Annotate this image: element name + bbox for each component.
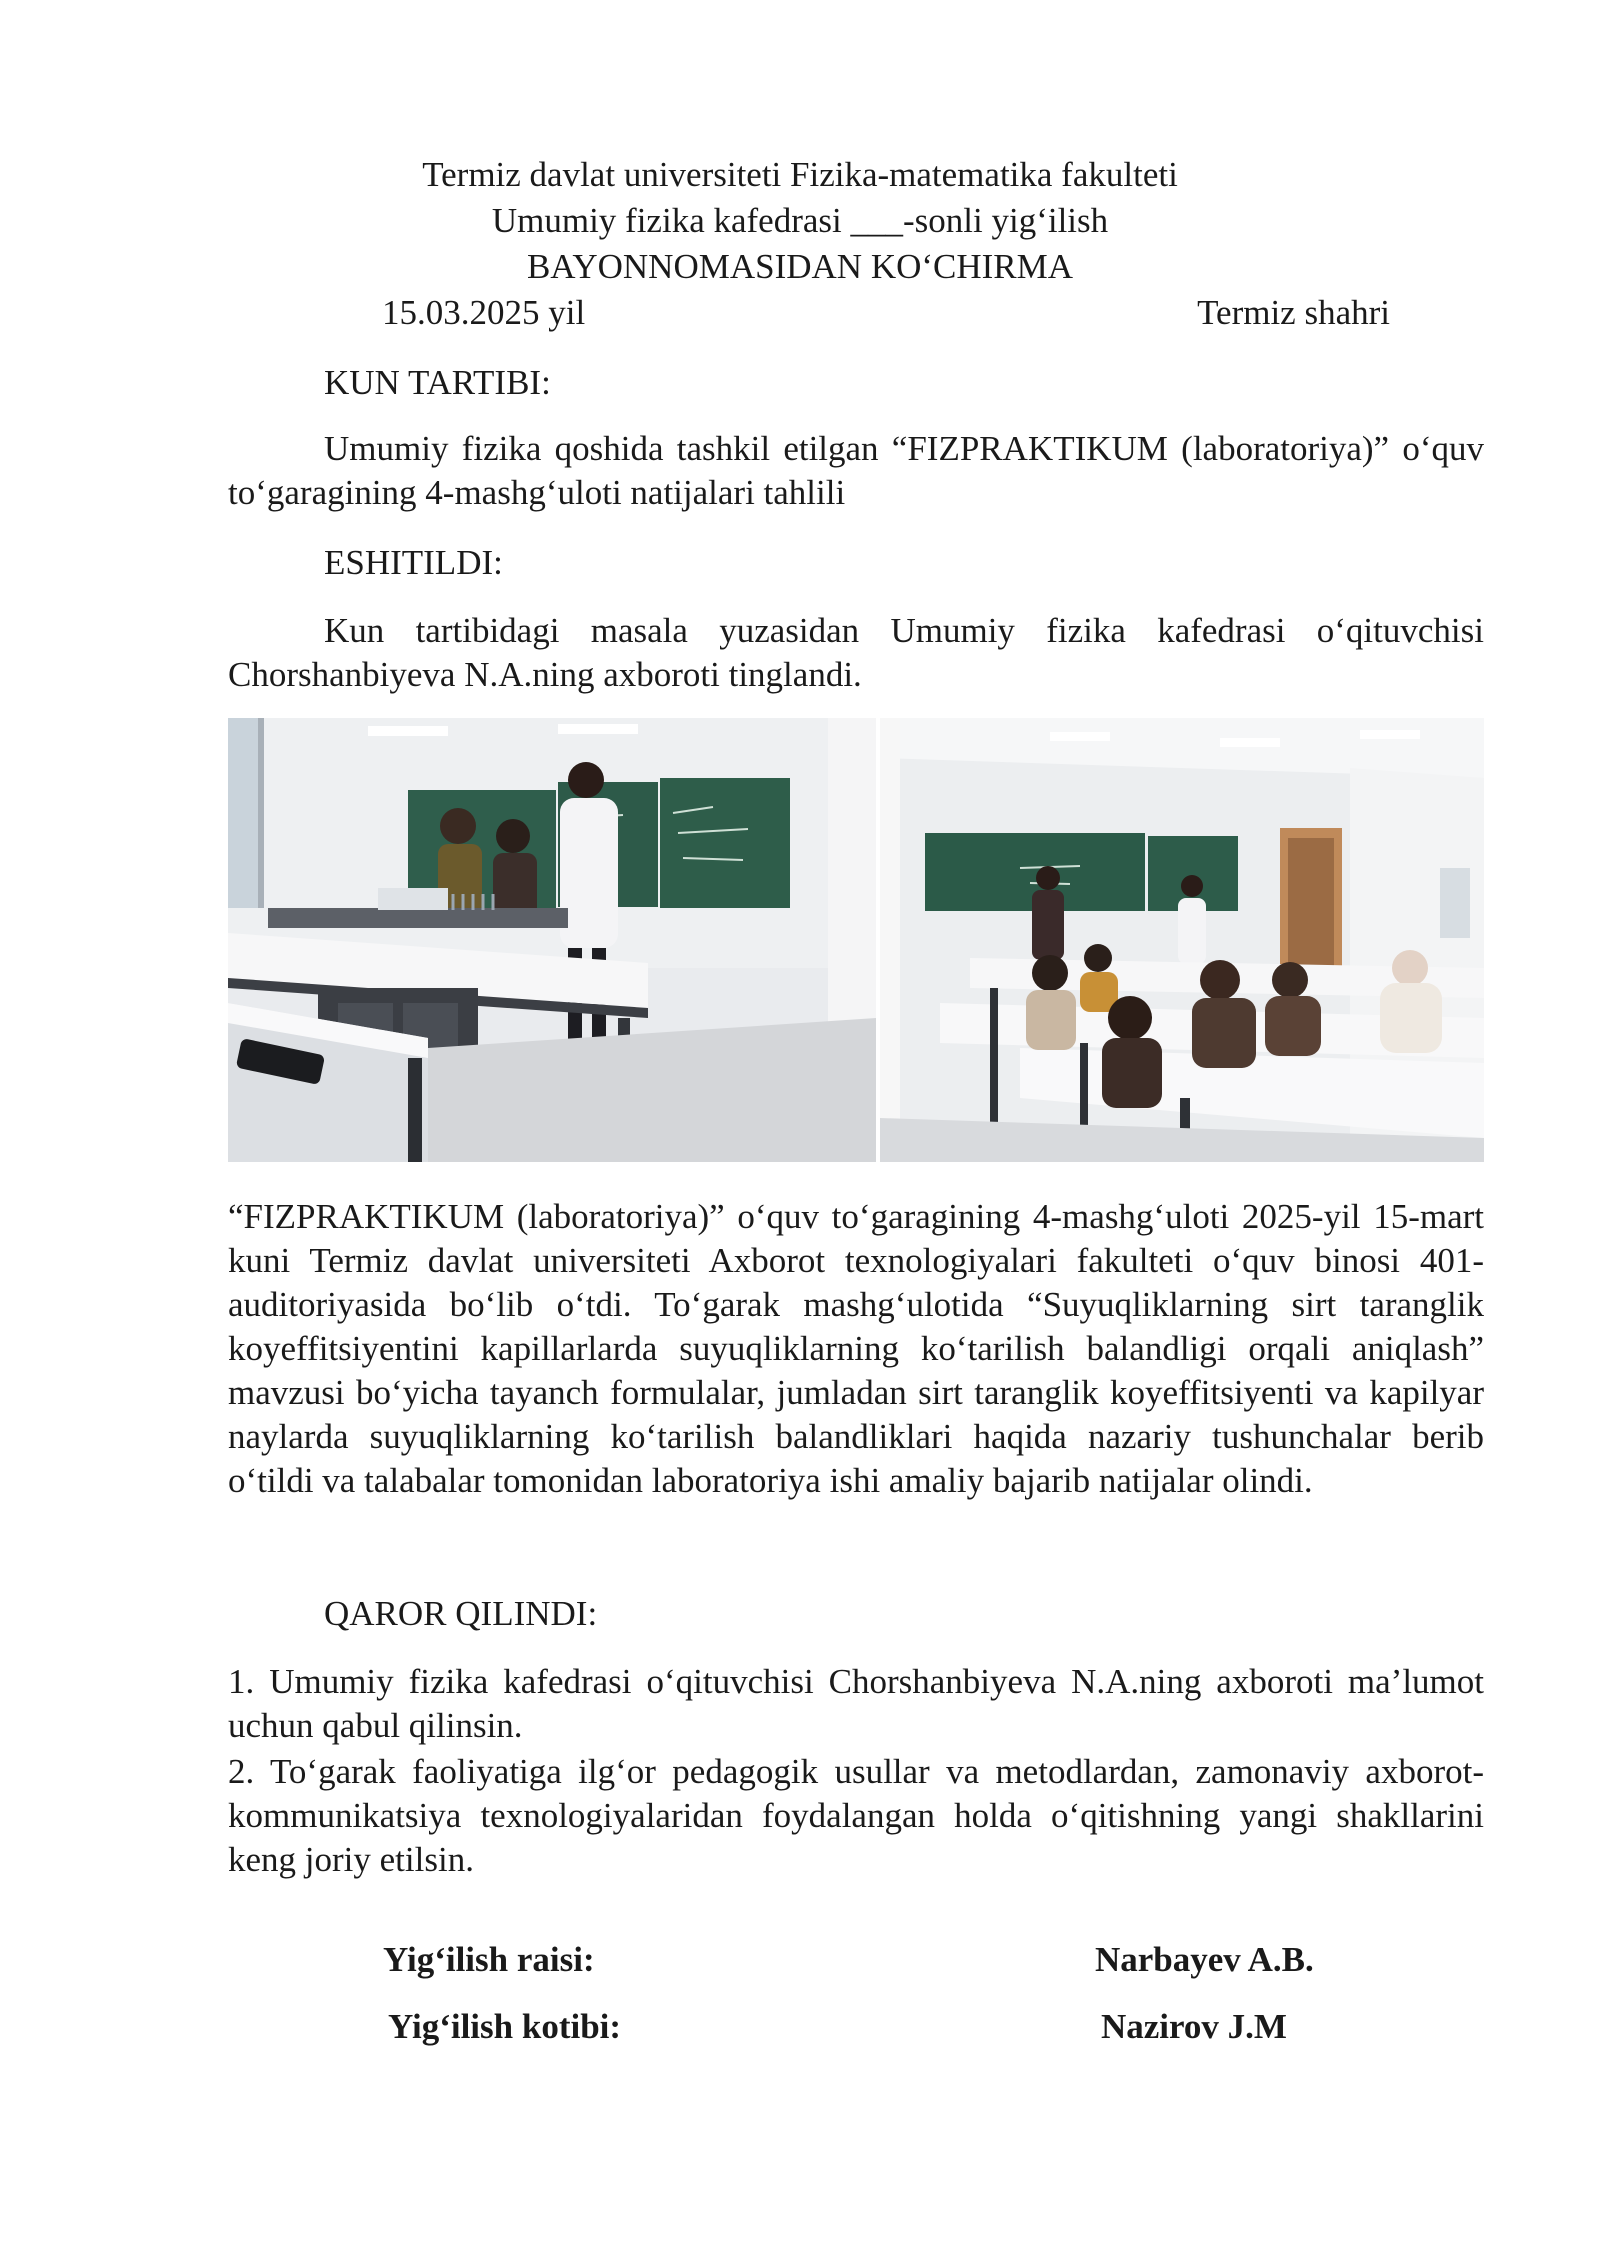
header-place: Termiz shahri (1197, 293, 1390, 332)
decision-item-2: 2. To‘garak faoliyatiga ilg‘or pedagogik usullar va metodlardan, zamonaviy axborot-kommunikatsiya texnologiyalaridan foydalangan holda o‘qitishning yangi shakllarini keng joriy etilsin. (228, 1752, 1484, 1879)
header-department: Umumiy fizika kafedrasi ___-sonli yig‘ilish (491, 201, 1109, 240)
decision-item-1: 1. Umumiy fizika kafedrasi o‘qituvchisi Chorshanbiyeva N.A.ning axboroti ma’lumot uchun qabul qilinsin. (228, 1662, 1484, 1745)
header-university: Termiz davlat universiteti Fizika-matematika fakulteti (422, 155, 1178, 194)
heard-heading: ESHITILDI: (324, 543, 503, 582)
secretary-name: Nazirov J.M (1101, 2007, 1287, 2046)
chair-name: Narbayev A.B. (1095, 1940, 1314, 1979)
heard-text: Kun tartibidagi masala yuzasidan Umumiy fizika kafedrasi o‘qituvchisi Chorshanbiyeva N.A.ning axboroti tinglandi. (228, 611, 1484, 694)
chair-label: Yig‘ilish raisi: (383, 1940, 595, 1979)
agenda-text: Umumiy fizika qoshida tashkil etilgan “FIZPRAKTIKUM (laboratoriya)” o‘quv to‘garagining 4-mashg‘uloti natijalari tahlili (228, 429, 1484, 512)
decision-heading: QAROR QILINDI: (324, 1594, 598, 1633)
secretary-label: Yig‘ilish kotibi: (388, 2007, 622, 2046)
lab-class-photo-icon (228, 718, 876, 1162)
header-date: 15.03.2025 yil (382, 293, 586, 332)
header-title: BAYONNOMASIDAN KO‘CHIRMA (526, 247, 1074, 286)
classroom-photo-icon (880, 718, 1484, 1162)
agenda-heading: KUN TARTIBI: (324, 363, 551, 402)
photo-strip (228, 718, 1484, 1162)
body-paragraph: “FIZPRAKTIKUM (laboratoriya)” o‘quv to‘garagining 4-mashg‘uloti 2025-yil 15-mart kuni Termiz davlat universiteti Axborot texnologiyalari fakulteti o‘quv binosi 401-auditoriyasida bo‘lib o‘tdi. To‘garak mashg‘ulotida “Suyuqliklarning sirt taranglik koyeffitsiyentini kapillarlarda suyuqliklarning ko‘tarilish balandligi orqali aniqlash” mavzusi bo‘yicha tayanch formulalar, jumladan sirt taranglik koyeffitsiyenti va kapilyar naylarda suyuqliklarning ko‘tarilish balandliklari haqida nazariy tushunchalar berib o‘tildi va talabalar tomonidan laboratoriya ishi amaliy bajarib natijalar olindi. (228, 1197, 1484, 1500)
